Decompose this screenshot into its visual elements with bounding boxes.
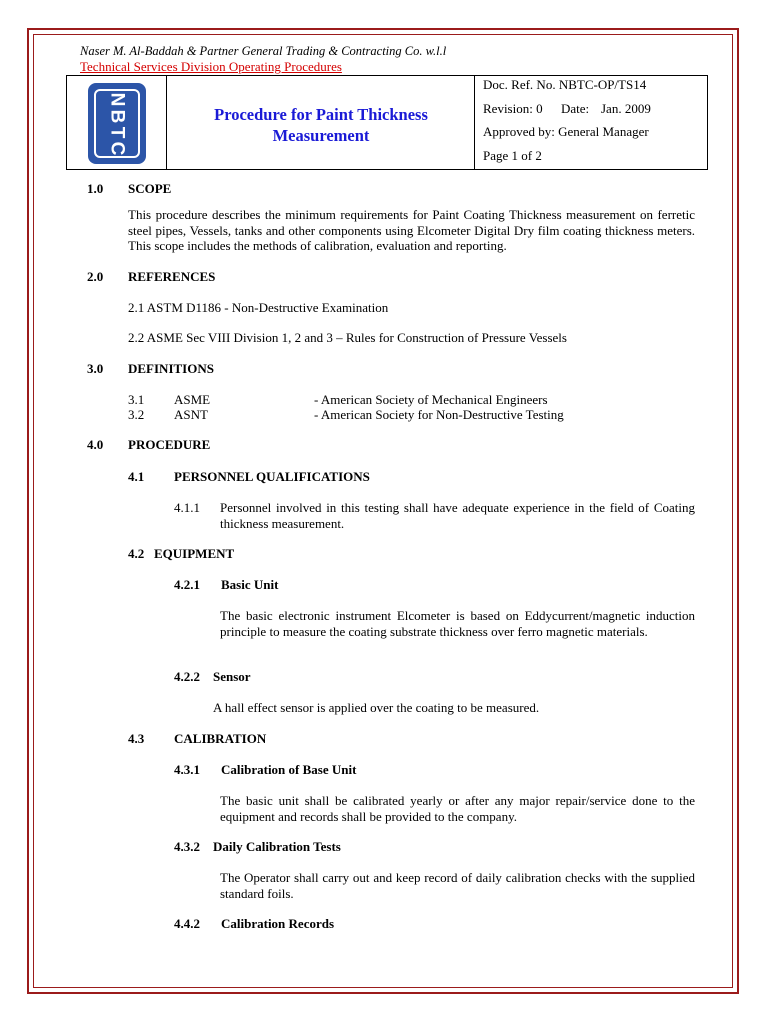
subsection-number: 4.2 [128, 546, 145, 561]
date-label: Date: [561, 101, 590, 116]
item-number: 4.4.2 [174, 916, 200, 931]
document-title [168, 104, 474, 146]
sensor-paragraph: A hall effect sensor is applied over the coating to be measured. [213, 700, 540, 715]
item-title: Calibration Records [221, 916, 335, 931]
item-number: 4.2.1 [174, 577, 200, 592]
header-divider [474, 75, 475, 170]
logo-letter: N [106, 92, 128, 107]
division-name: Technical Services Division Operating Procedures [80, 59, 342, 74]
reference-item: 2.1 ASTM D1186 - Non-Destructive Examination [128, 300, 389, 315]
doc-ref: Doc. Ref. No. NBTC-OP/TS14 [483, 77, 647, 92]
calibration-base-paragraph: The basic unit shall be calibrated yearly or after any major repair/service done to the equipment and records shall be provided to the company. [220, 793, 695, 824]
item-number: 4.1.1 [174, 500, 200, 515]
definition-desc: - American Society for Non-Destructive Testing [314, 407, 564, 422]
definition-number: 3.2 [128, 407, 145, 422]
item-number: 4.2.2 [174, 669, 200, 684]
subsection-title: EQUIPMENT [154, 546, 235, 561]
daily-calibration-paragraph: The Operator shall carry out and keep record of daily calibration checks with the supplied standard foils. [220, 870, 695, 901]
section-title: SCOPE [128, 181, 172, 196]
basic-unit-paragraph: The basic electronic instrument Elcometer is based on Eddycurrent/magnetic induction principle to measure the coating substrate thickness over ferro magnetic materials. [220, 608, 695, 639]
item-number: 4.3.2 [174, 839, 200, 854]
item-title: Daily Calibration Tests [213, 839, 341, 854]
header-divider [166, 75, 167, 170]
section-number: 4.0 [87, 437, 104, 452]
subsection-title: CALIBRATION [174, 731, 267, 746]
approved-by: Approved by: General Manager [483, 124, 649, 139]
section-number: 3.0 [87, 361, 104, 376]
subsection-title: PERSONNEL QUALIFICATIONS [174, 469, 370, 484]
definition-term: ASME [174, 392, 211, 407]
title-line: Measurement [272, 126, 370, 145]
definition-number: 3.1 [128, 392, 145, 407]
item-number: 4.3.1 [174, 762, 200, 777]
subsection-number: 4.3 [128, 731, 145, 746]
revision: Revision: 0 [483, 101, 543, 116]
item-title: Basic Unit [221, 577, 279, 592]
date-value: Jan. 2009 [601, 101, 651, 116]
nbtc-logo [88, 83, 146, 164]
item-title: Sensor [213, 669, 251, 684]
logo-letter: C [106, 141, 128, 156]
subsection-number: 4.1 [128, 469, 145, 484]
item-title: Calibration of Base Unit [221, 762, 357, 777]
qualification-paragraph: Personnel involved in this testing shall have adequate experience in the field of Coating thickness measurement. [220, 500, 695, 531]
page-number: Page 1 of 2 [483, 148, 542, 163]
title-line: Procedure for Paint Thickness [214, 105, 428, 124]
scope-paragraph: This procedure describes the minimum requirements for Paint Coating Thickness measurement on ferretic steel pipes, Vessels, tanks and other components using Elcometer Digital Dry film coating thickness meters. This scope includes the methods of calibration, evaluation and reporting. [128, 207, 695, 253]
section-number: 2.0 [87, 269, 104, 284]
section-title: REFERENCES [128, 269, 216, 284]
logo-letter: B [106, 109, 128, 124]
definition-desc: - American Society of Mechanical Engineers [314, 392, 548, 407]
section-title: DEFINITIONS [128, 361, 214, 376]
logo-letter: T [106, 126, 128, 139]
section-number: 1.0 [87, 181, 104, 196]
company-name: Naser M. Al-Baddah & Partner General Trading & Contracting Co. w.l.l [80, 44, 447, 58]
definition-term: ASNT [174, 407, 208, 422]
reference-item: 2.2 ASME Sec VIII Division 1, 2 and 3 – Rules for Construction of Pressure Vessels [128, 330, 567, 345]
section-title: PROCEDURE [128, 437, 211, 452]
